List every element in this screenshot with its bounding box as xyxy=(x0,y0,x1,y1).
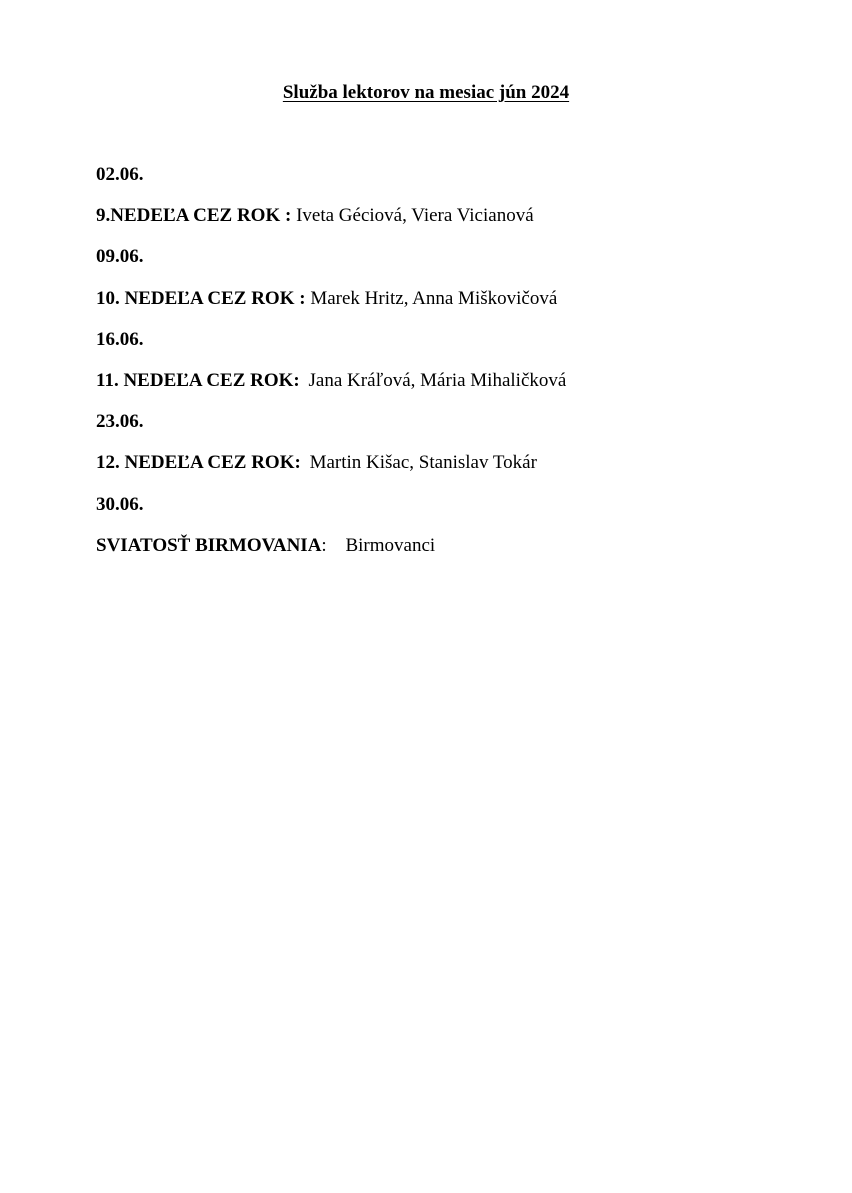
entry-label: 9.NEDEĽA CEZ ROK : xyxy=(96,205,292,227)
date-30-06: 30.06. xyxy=(96,493,144,515)
entry-names: Martin Kišac, Stanislav Tokár xyxy=(309,452,537,474)
entry-label: 11. NEDEĽA CEZ ROK: xyxy=(96,369,300,391)
date-09-06: 09.06. xyxy=(96,246,144,268)
schedule-entry-3 xyxy=(96,369,796,410)
date-23-06: 23.06. xyxy=(96,411,144,433)
lector-schedule xyxy=(96,163,796,575)
entry-label: SVIATOSŤ BIRMOVANIA xyxy=(96,534,322,556)
entry-names: Iveta Géciová, Viera Vicianová xyxy=(296,205,534,227)
schedule-entry-1 xyxy=(96,204,796,245)
schedule-entry-2 xyxy=(96,287,796,328)
entry-label-suffix: : xyxy=(321,534,327,556)
entry-names: Birmovanci xyxy=(345,534,436,556)
date-02-06: 02.06. xyxy=(96,164,144,185)
schedule-entry-5 xyxy=(96,534,796,575)
entry-label: 12. NEDEĽA CEZ ROK: xyxy=(96,452,301,474)
entry-names: Jana Kráľová, Mária Mihaličková xyxy=(308,369,567,391)
date-16-06: 16.06. xyxy=(96,328,144,350)
entry-names: Marek Hritz, Anna Miškovičová xyxy=(310,287,558,309)
document-title: Služba lektorov na mesiac jún 2024 xyxy=(282,82,570,103)
schedule-entry-4 xyxy=(96,451,796,492)
entry-label: 10. NEDEĽA CEZ ROK : xyxy=(96,287,306,309)
